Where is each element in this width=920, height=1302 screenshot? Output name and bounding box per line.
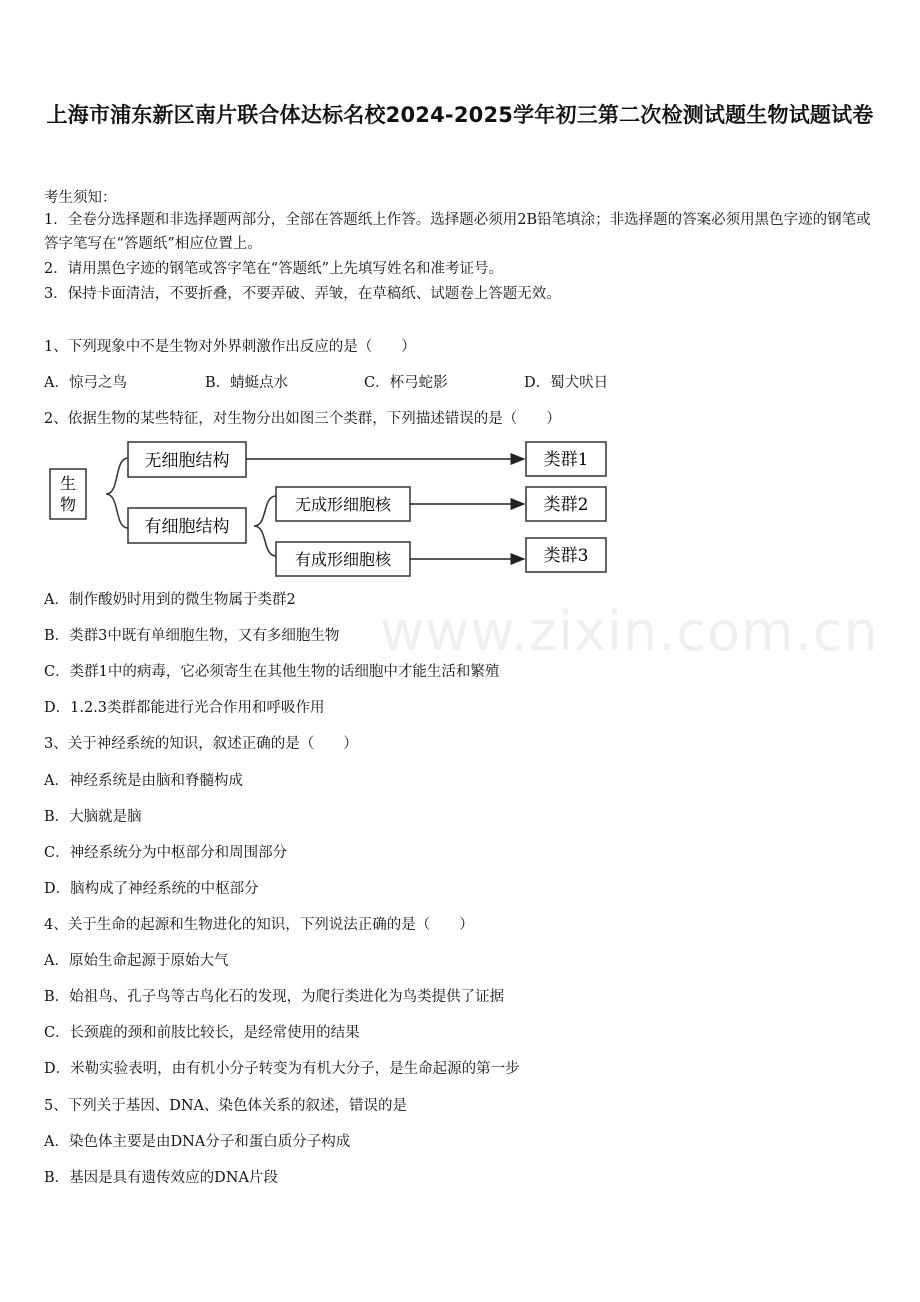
q1-option-b[interactable]: B．蜻蜓点水 xyxy=(205,375,289,391)
classification-diagram xyxy=(40,436,620,582)
q2-option-b[interactable]: B．类群3中既有单细胞生物，又有多细胞生物 xyxy=(44,628,340,644)
page-title: 上海市浦东新区南片联合体达标名校2024-2025学年初三第二次检测试题生物试题试卷 xyxy=(46,103,874,127)
q3-option-c[interactable]: C．神经系统分为中枢部分和周围部分 xyxy=(44,845,288,861)
q4-option-b[interactable]: B．始祖鸟、孔子鸟等古鸟化石的发现，为爬行类进化为鸟类提供了证据 xyxy=(44,989,505,1005)
diagram-group-2: 类群2 xyxy=(543,495,589,515)
q5-option-b[interactable]: B．基因是具有遗传效应的DNA片段 xyxy=(44,1170,278,1186)
q3-option-d[interactable]: D．脑构成了神经系统的中枢部分 xyxy=(44,881,259,897)
notice-item-2: 2．请用黑色字迹的钢笔或答字笔在“答题纸”上先填写姓名和准考证号。 xyxy=(44,261,504,277)
notice-item-1: 1．全卷分选择题和非选择题两部分，全部在答题纸上作答。选择题必须用2B铅笔填涂；非选择题的答案必须用黑色字迹的钢笔或答字笔写在“答题纸”相应位置上。 xyxy=(44,212,871,252)
diagram-root-char-1: 生 xyxy=(59,474,77,493)
question-4-stem: 4、关于生命的起源和生物进化的知识，下列说法正确的是（ ） xyxy=(44,917,474,933)
diagram-sub-no-nucleus: 无成形细胞核 xyxy=(294,495,392,514)
q2-option-a[interactable]: A．制作酸奶时用到的微生物属于类群2 xyxy=(44,592,296,608)
question-5-stem: 5、下列关于基因、DNA、染色体关系的叙述，错误的是 xyxy=(44,1098,408,1114)
diagram-branch-no-cell: 无细胞结构 xyxy=(144,451,230,471)
diagram-group-3: 类群3 xyxy=(543,546,589,566)
q4-option-a[interactable]: A．原始生命起源于原始大气 xyxy=(44,953,229,969)
q4-option-c[interactable]: C．长颈鹿的颈和前肢比较长，是经常使用的结果 xyxy=(44,1025,360,1041)
question-1-stem: 1、下列现象中不是生物对外界刺激作出反应的是（ ） xyxy=(44,339,416,355)
diagram-group-1: 类群1 xyxy=(543,450,589,470)
q1-option-d[interactable]: D．蜀犬吠日 xyxy=(524,375,609,391)
q3-option-b[interactable]: B．大脑就是脑 xyxy=(44,809,142,825)
notice-heading: 考生须知： xyxy=(44,190,117,206)
q5-option-a[interactable]: A．染色体主要是由DNA分子和蛋白质分子构成 xyxy=(44,1134,351,1150)
q2-option-c[interactable]: C．类群1中的病毒，它必须寄生在其他生物的话细胞中才能生活和繁殖 xyxy=(44,664,500,680)
diagram-sub-nucleus: 有成形细胞核 xyxy=(294,550,392,569)
diagram-branch-cell: 有细胞结构 xyxy=(144,517,230,537)
question-3-stem: 3、关于神经系统的知识，叙述正确的是（ ） xyxy=(44,736,358,752)
q1-option-c[interactable]: C．杯弓蛇影 xyxy=(364,375,448,391)
notice-item-3: 3．保持卡面清洁，不要折叠，不要弄破、弄皱，在草稿纸、试题卷上答题无效。 xyxy=(44,286,561,302)
q2-option-d[interactable]: D．1.2.3类群都能进行光合作用和呼吸作用 xyxy=(44,700,325,716)
diagram-root-char-2: 物 xyxy=(59,495,77,514)
q4-option-d[interactable]: D．米勒实验表明，由有机小分子转变为有机大分子，是生命起源的第一步 xyxy=(44,1061,520,1077)
q3-option-a[interactable]: A．神经系统是由脑和脊髓构成 xyxy=(44,773,243,789)
question-2-stem: 2、依据生物的某些特征，对生物分出如图三个类群，下列描述错误的是（ ） xyxy=(44,411,561,427)
q1-option-a[interactable]: A．惊弓之鸟 xyxy=(44,375,127,391)
watermark: www.zixin.com.cn xyxy=(380,600,879,663)
